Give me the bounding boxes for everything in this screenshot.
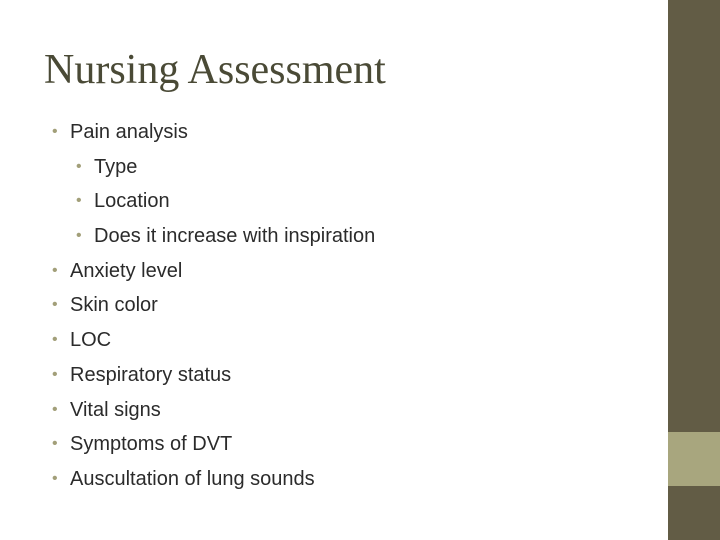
bullet-item [52,254,652,289]
side-divider-line [666,0,668,540]
bullet-text: LOC [70,329,112,352]
bullet-dot-icon: • [52,435,58,453]
bullet-dot-icon: • [52,365,58,383]
bullet-item [52,427,652,462]
sub-bullet-item [76,150,652,185]
bullet-text: Skin color [70,294,158,317]
bullet-item [52,358,652,393]
slide-title: Nursing Assessment [44,47,386,93]
bullet-item [52,115,652,150]
bullet-text: Location [94,190,170,213]
bullet-dot-icon: • [52,331,58,349]
bullet-item [52,462,652,497]
bullet-text: Pain analysis [70,121,188,143]
bullet-dot-icon: • [52,261,58,279]
bullet-text: Vital signs [70,398,161,421]
bullet-text: Symptoms of DVT [70,433,233,456]
bullet-list [52,115,652,497]
bullet-text: Does it increase with inspiration [94,225,376,248]
bullet-dot-icon: • [52,296,58,314]
bullet-text: Respiratory status [70,363,232,386]
sub-bullet-item [76,184,652,219]
bullet-dot-icon: • [76,157,82,175]
side-accent-block [666,432,720,486]
bullet-dot-icon: • [76,192,82,210]
bullet-text: Auscultation of lung sounds [70,467,315,490]
bullet-text: Type [94,155,138,178]
bullet-dot-icon: • [52,469,58,487]
bullet-item [52,288,652,323]
bullet-dot-icon: • [76,227,82,245]
bullet-item [52,323,652,358]
bullet-dot-icon: • [52,400,58,418]
bullet-dot-icon: • [52,123,58,140]
bullet-text: Anxiety level [70,259,183,282]
sub-bullet-item [76,219,652,254]
bullet-item [52,393,652,428]
